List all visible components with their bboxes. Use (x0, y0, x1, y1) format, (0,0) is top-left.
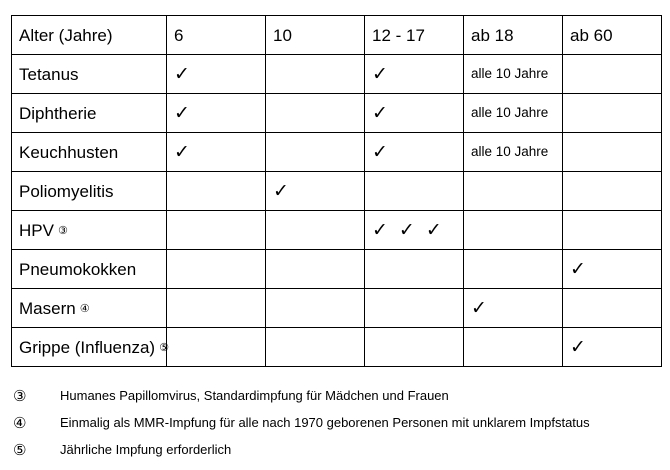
schedule-cell (167, 250, 266, 289)
footnote-mark: ⑤ (13, 440, 27, 459)
checkmark-icon: ✓ (273, 179, 289, 202)
schedule-cell (464, 172, 563, 211)
vaccine-label: Diphtherie (19, 103, 97, 123)
schedule-cell (365, 94, 464, 133)
table-row (12, 328, 662, 367)
checkmark-icon: ✓ (174, 101, 190, 124)
schedule-cell (563, 55, 662, 94)
table-row (12, 172, 662, 211)
table-row (12, 250, 662, 289)
vaccine-label: Grippe (Influenza) (19, 337, 156, 357)
schedule-cell (464, 250, 563, 289)
footnote-reference: ④ (79, 301, 90, 315)
vaccine-label: Keuchhusten (19, 142, 119, 162)
checkmark-icon: ✓ (471, 296, 487, 319)
vaccine-label: Poliomyelitis (19, 181, 114, 201)
schedule-cell (266, 250, 365, 289)
schedule-cell (464, 55, 563, 94)
schedule-cell (266, 133, 365, 172)
checkmark-icon: ✓ (398, 218, 415, 241)
footnote (13, 382, 663, 409)
table-row (12, 55, 662, 94)
vaccine-label: Pneumokokken (19, 259, 137, 279)
schedule-cell (464, 94, 563, 133)
schedule-cell (167, 133, 266, 172)
footnote-reference: ⑤ (159, 340, 169, 354)
checkmark-icon: ✓ (174, 62, 190, 85)
vaccine-label: Masern (19, 298, 76, 318)
footnote (13, 436, 663, 463)
schedule-cell (563, 133, 662, 172)
table-row (12, 133, 662, 172)
schedule-cell (266, 94, 365, 133)
schedule-cell (563, 289, 662, 328)
checkmark-icon: ✓ (570, 257, 586, 280)
schedule-cell (167, 211, 266, 250)
schedule-cell (167, 289, 266, 328)
checkmark-icon: ✓ (372, 140, 388, 163)
schedule-cell (563, 211, 662, 250)
header-age-12-17: 12 - 17 (365, 16, 464, 55)
vaccine-name (12, 172, 167, 211)
schedule-cell (365, 328, 464, 367)
vaccine-label: HPV (19, 220, 54, 240)
schedule-cell (167, 328, 266, 367)
schedule-cell (167, 172, 266, 211)
footnote-mark: ④ (13, 413, 27, 432)
schedule-cell (167, 94, 266, 133)
footnote-text: Humanes Papillomvirus, Standardimpfung für Mädchen und Frauen (60, 388, 449, 403)
schedule-cell (563, 172, 662, 211)
schedule-cell (266, 172, 365, 211)
checkmark-icon: ✓ (372, 218, 388, 241)
vaccine-label: Tetanus (19, 64, 79, 84)
schedule-cell (365, 172, 464, 211)
vaccine-name (12, 55, 167, 94)
schedule-cell (266, 289, 365, 328)
checkmark-icon: ✓ (372, 101, 388, 124)
vaccine-name (12, 289, 167, 328)
schedule-cell (365, 55, 464, 94)
header-age: Alter (Jahre) (12, 16, 167, 55)
schedule-cell (464, 289, 563, 328)
schedule-cell (464, 328, 563, 367)
header-row (12, 16, 662, 55)
vaccination-table (11, 15, 662, 367)
header-age-6: 6 (167, 16, 266, 55)
checkmark-icon: ✓ (570, 335, 586, 358)
vaccine-name (12, 211, 167, 250)
schedule-cell (563, 94, 662, 133)
checkmark-icon: ✓ (174, 140, 190, 163)
header-age-18: ab 18 (464, 16, 563, 55)
schedule-cell (464, 211, 563, 250)
schedule-cell (563, 328, 662, 367)
vaccine-name (12, 94, 167, 133)
vaccine-name (12, 328, 167, 367)
interval-text: alle 10 Jahre (471, 66, 549, 82)
footnote (13, 409, 663, 436)
footnote-mark: ③ (13, 386, 27, 405)
header-age-60: ab 60 (563, 16, 662, 55)
schedule-cell (365, 289, 464, 328)
schedule-cell (563, 250, 662, 289)
table-row (12, 289, 662, 328)
schedule-cell (365, 133, 464, 172)
header-age-10: 10 (266, 16, 365, 55)
interval-text: alle 10 Jahre (471, 144, 549, 160)
interval-text: alle 10 Jahre (471, 105, 549, 121)
checkmark-icon: ✓ (372, 62, 388, 85)
schedule-cell (167, 55, 266, 94)
schedule-cell (266, 328, 365, 367)
footnote-reference: ③ (57, 223, 68, 237)
schedule-cell (464, 133, 563, 172)
schedule-cell (365, 250, 464, 289)
footnote-text: Einmalig als MMR-Impfung für alle nach 1970 geborenen Personen mit unklarem Impfstatus (60, 415, 590, 430)
vaccine-name (12, 133, 167, 172)
schedule-cell (365, 211, 464, 250)
footnote-text: Jährliche Impfung erforderlich (60, 442, 232, 457)
table-row (12, 211, 662, 250)
vaccine-name (12, 250, 167, 289)
checkmark-icon: ✓ (425, 218, 442, 241)
schedule-cell (266, 211, 365, 250)
table-row (12, 94, 662, 133)
footnotes (13, 382, 663, 463)
schedule-cell (266, 55, 365, 94)
